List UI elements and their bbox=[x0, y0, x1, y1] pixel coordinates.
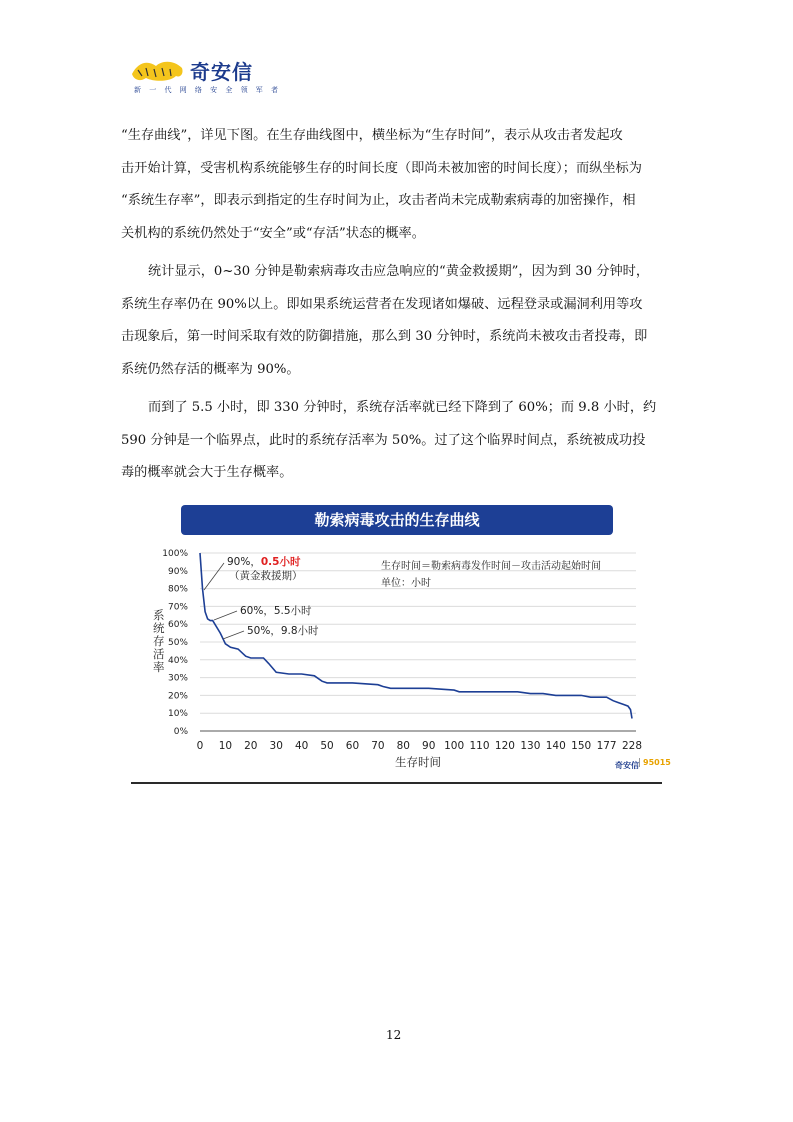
x-tick-label: 50 bbox=[320, 740, 334, 752]
y-tick-label: 20% bbox=[167, 691, 188, 702]
annotation-60: 60%，5.5小时 bbox=[240, 605, 312, 617]
annotation-leader bbox=[204, 563, 224, 590]
header-logo bbox=[130, 56, 282, 100]
x-tick-label: 177 bbox=[596, 740, 617, 752]
x-tick-label: 150 bbox=[571, 740, 592, 752]
annotation-golden-sub: （黄金救援期） bbox=[229, 570, 303, 582]
x-tick-label: 80 bbox=[396, 740, 410, 752]
logo-text: 奇安信 bbox=[190, 60, 253, 84]
y-tick-label: 60% bbox=[167, 620, 188, 631]
chart-note-unit: 单位：小时 bbox=[381, 578, 431, 589]
x-tick-label: 30 bbox=[269, 740, 283, 752]
annotation-leader bbox=[214, 611, 237, 620]
y-tick-label: 30% bbox=[167, 673, 188, 684]
paragraph-1 bbox=[121, 120, 675, 250]
x-tick-label: 100 bbox=[444, 740, 465, 752]
watermark-number: 95015 bbox=[639, 758, 671, 767]
y-tick-label: 0% bbox=[173, 727, 188, 737]
x-tick-label: 228 bbox=[621, 740, 643, 752]
text-line: 590 分钟是一个临界点，此时的系统存活率为 50%。过了这个临界时间点，系统被成功投 bbox=[121, 432, 646, 448]
logo-tagline: 新 一 代 网 络 安 全 领 军 者 bbox=[134, 86, 282, 94]
chart-title: 勒索病毒攻击的生存曲线 bbox=[181, 505, 613, 535]
x-tick-label: 10 bbox=[218, 740, 233, 752]
chart-note-definition: 生存时间＝勒索病毒发作时间－攻击活动起始时间 bbox=[381, 561, 601, 572]
text-line: “系统生存率”，即表示到指定的生存时间为止，攻击者尚未完成勒索病毒的加密操作，相 bbox=[121, 193, 636, 208]
annotation-leader bbox=[223, 631, 244, 639]
y-axis-label: 系统存活率 bbox=[153, 608, 165, 674]
text-line: 系统生存率仍在 90%以上。即如果系统运营者在发现诸如爆破、远程登录或漏洞利用等攻 bbox=[121, 296, 643, 312]
brand-watermark bbox=[615, 754, 671, 774]
y-tick-label: 50% bbox=[167, 638, 188, 648]
annotation-golden-period: 90%，0.5小时 bbox=[227, 556, 301, 568]
x-axis-label: 生存时间 bbox=[395, 755, 441, 769]
annotation-highlight: 0.5小时 bbox=[260, 556, 301, 568]
x-tick-label: 110 bbox=[469, 740, 490, 752]
y-tick-label: 90% bbox=[167, 566, 188, 577]
y-tick-label: 100% bbox=[162, 549, 188, 559]
logo-mark-icon bbox=[130, 56, 188, 86]
text-line: 关机构的系统仍然处于“安全”或“存活”状态的概率。 bbox=[121, 225, 425, 241]
x-tick-label: 140 bbox=[545, 740, 566, 752]
survival-curve-figure bbox=[131, 499, 671, 784]
text-line: “生存曲线”，详见下图。在生存曲线图中，横坐标为“生存时间”，表示从攻击者发起攻 bbox=[121, 128, 623, 143]
page-number: 12 bbox=[386, 1028, 402, 1042]
text-line: 系统仍然存活的概率为 90%。 bbox=[121, 361, 300, 377]
annotation-50: 50%，9.8小时 bbox=[247, 625, 319, 637]
x-tick-label: 20 bbox=[244, 740, 258, 752]
watermark-brand: 奇安信 bbox=[615, 761, 639, 770]
x-tick-label: 130 bbox=[520, 740, 541, 752]
x-tick-label: 90 bbox=[422, 740, 436, 752]
text-line: 毒的概率就会大于生存概率。 bbox=[121, 465, 293, 480]
paragraph-2 bbox=[121, 256, 675, 386]
x-tick-label: 40 bbox=[294, 740, 309, 752]
y-tick-label: 80% bbox=[167, 584, 188, 595]
x-tick-label: 60 bbox=[345, 740, 360, 752]
y-tick-label: 10% bbox=[167, 709, 188, 720]
x-tick-label: 0 bbox=[196, 740, 204, 752]
y-tick-label: 70% bbox=[167, 602, 188, 613]
text-line: 而到了 5.5 小时，即 330 分钟时，系统存活率就已经下降到了 60%；而 9.8 小时，约 bbox=[148, 400, 657, 415]
survival-curve-chart bbox=[131, 499, 662, 782]
y-tick-label: 40% bbox=[167, 655, 188, 666]
text-line: 统计显示，0~30 分钟是勒索病毒攻击应急响应的“黄金救援期”，因为到 30 分钟时， bbox=[148, 264, 650, 279]
x-tick-label: 120 bbox=[494, 740, 515, 752]
text-line: 击开始计算，受害机构系统能够生存的时间长度（即尚未被加密的时间长度）；而纵坐标为 bbox=[121, 160, 642, 176]
paragraph-3 bbox=[121, 392, 675, 490]
x-tick-label: 70 bbox=[371, 740, 385, 752]
text-line: 击现象后，第一时间采取有效的防御措施，那么到 30 分钟时，系统尚未被攻击者投毒，即 bbox=[121, 329, 648, 344]
